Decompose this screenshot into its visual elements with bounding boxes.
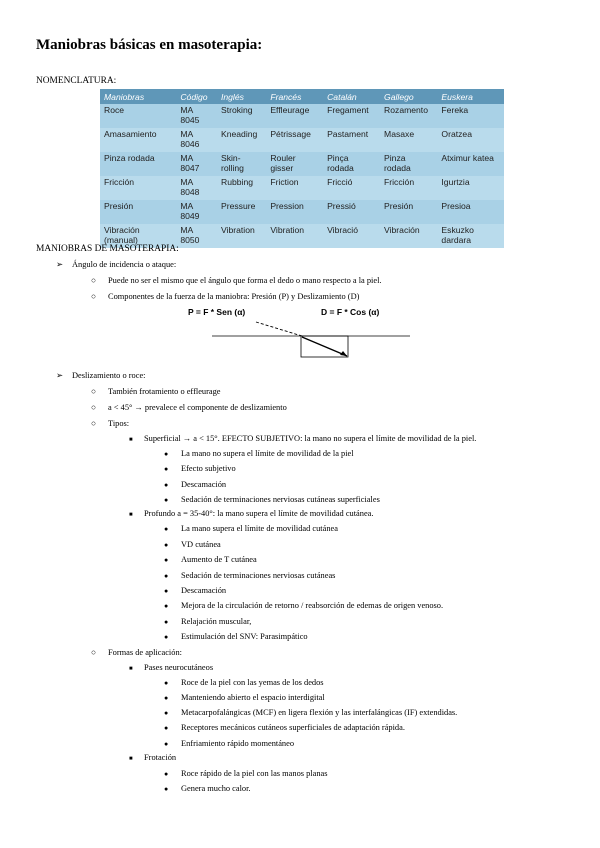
bullet-icon: ● (164, 740, 169, 748)
list-item: Genera mucho calor. (181, 784, 251, 793)
table-cell: MA 8045 (180, 105, 200, 125)
bullet-icon: ● (164, 556, 169, 564)
table-row (100, 152, 504, 176)
table-cell: Pinça rodada (327, 153, 354, 173)
bullet-icon: ● (164, 496, 169, 504)
table-cell: Pressure (220, 201, 256, 211)
list-item: Puede no ser el mismo que el ángulo que forma el dedo o mano respecto a la piel. (108, 276, 382, 285)
page-title: Maniobras básicas en masoterapia: (36, 37, 263, 53)
table-cell: Kneading (217, 128, 266, 152)
list-item: a < 45° → prevalece el componente de deslizamiento (108, 403, 287, 412)
table-row (100, 104, 504, 128)
table-cell: MA 8047 (180, 153, 200, 173)
bullet-icon: ● (164, 633, 169, 641)
table-cell: Effleurage (270, 105, 310, 115)
table-cell: Igurtzia (437, 176, 504, 200)
nomenclatura-heading: NOMENCLATURA: (36, 76, 117, 86)
table-cell: Fregament (327, 105, 369, 115)
table-cell: Eskuzko dardara (437, 224, 504, 248)
list-item: La mano no supera el límite de movilidad de la piel (181, 449, 354, 458)
formula-deslizamiento: D = F * Cos (α) (321, 307, 380, 317)
list-item: Efecto subjetivo (181, 464, 236, 473)
column-header: Catalán (323, 89, 380, 104)
bullet-icon: ● (164, 587, 169, 595)
table-cell: Skin-rolling (220, 153, 244, 173)
list-item: Sedación de terminaciones nerviosas cutáneas superficiales (181, 495, 380, 504)
list-item: Superficial → a < 15°. EFECTO SUBJETIVO: la mano no supera el límite de movilidad de la piel. (144, 434, 477, 443)
bullet-icon: ● (164, 785, 169, 793)
bullet-icon: ● (164, 694, 169, 702)
bullet-icon: ● (164, 770, 169, 778)
table-cell: Oratzea (437, 128, 504, 152)
list-item: También frotamiento o effleurage (108, 387, 221, 396)
bullet-icon: ○ (91, 648, 97, 657)
table-cell: Presión (384, 201, 414, 211)
list-item: Receptores mecánicos cutáneos superficiales de adaptación rápida. (181, 723, 405, 732)
bullet-icon: ● (164, 572, 169, 580)
list-item: Pases neurocutáneos (144, 663, 214, 672)
bullet-icon: ● (164, 525, 169, 533)
bullet-icon: ■ (129, 756, 133, 762)
table-cell: Vibració (323, 224, 380, 248)
column-header: Euskera (437, 89, 504, 104)
bullet-icon: ● (164, 465, 169, 473)
bullet-icon: ● (164, 602, 169, 610)
table-cell: Presioa (441, 201, 471, 211)
column-header: Francés (266, 89, 323, 104)
table-cell: Masaxe (380, 128, 437, 152)
force-vector-arrow (302, 337, 347, 356)
table-cell: Vibración (manual) (100, 224, 176, 248)
bullet-icon: ■ (129, 437, 133, 443)
list-item: Roce rápido de la piel con las manos planas (181, 769, 328, 778)
list-item: La mano supera el límite de movilidad cutánea (181, 524, 338, 533)
table-cell: Stroking (220, 105, 253, 115)
bullet-icon: ● (164, 541, 169, 549)
list-item: Descamación (181, 480, 227, 489)
table-header-row (100, 89, 504, 104)
table-cell: Friction (266, 176, 323, 200)
list-item: Formas de aplicación: (108, 648, 182, 657)
table-cell: Vibration (217, 224, 266, 248)
bullet-icon: ● (164, 618, 169, 626)
table-cell: Pressió (327, 201, 356, 211)
table-cell: MA 8049 (180, 201, 200, 221)
list-item: Sedación de terminaciones nerviosas cutáneas (181, 571, 336, 580)
list-item: Frotación (144, 753, 177, 762)
list-item: Metacarpofalángicas (MCF) en ligera flexión y las interfalángicas (IF) extendidas. (181, 708, 458, 717)
bullet-icon: ○ (91, 403, 97, 412)
bullet-icon: ○ (91, 276, 97, 285)
table-cell: Rouler gisser (270, 153, 296, 173)
table-row (100, 128, 504, 152)
table-cell: MA 8046 (176, 128, 217, 152)
column-header: Maniobras (100, 89, 176, 104)
list-item: Ángulo de incidencia o ataque: (72, 260, 177, 269)
bullet-icon: ■ (129, 666, 133, 672)
table-cell: Vibration (266, 224, 323, 248)
bullet-icon: ○ (91, 292, 97, 301)
list-item: Mejora de la circulación de retorno / reabsorción de edemas de origen venoso. (181, 601, 444, 610)
table-row (100, 176, 504, 200)
table-cell: Fricción (380, 176, 437, 200)
table-cell: Vibración (380, 224, 437, 248)
table-cell: Pétrissage (266, 128, 323, 152)
list-item: Componentes de la fuerza de la maniobra: Presión (P) y Deslizamiento (D) (108, 292, 360, 301)
list-item: Descamación (181, 586, 227, 595)
table-cell: Presión (104, 201, 134, 211)
table-cell: Amasamiento (100, 128, 176, 152)
list-item: Tipos: (108, 419, 130, 428)
table-cell: Roce (104, 105, 125, 115)
bullet-icon: ○ (91, 387, 97, 396)
list-item: VD cutánea (181, 540, 221, 549)
bullet-icon: ● (164, 481, 169, 489)
table-cell: Fricció (323, 176, 380, 200)
table-cell: Pinza rodada (104, 153, 155, 163)
column-header: Inglés (217, 89, 266, 104)
table-row (100, 200, 504, 224)
bullet-icon: ● (164, 709, 169, 717)
list-item: Profundo a = 35-40°: la mano supera el límite de movilidad cutánea. (144, 509, 374, 518)
force-diagram (188, 303, 415, 359)
table-cell: Fricción (100, 176, 176, 200)
table-cell: Rubbing (217, 176, 266, 200)
nomenclature-table (100, 89, 504, 248)
hand-angle-dashed-line (256, 322, 302, 336)
bullet-icon: ● (164, 450, 169, 458)
table-cell: Rozamento (384, 105, 428, 115)
table-cell: Atximur katea (441, 153, 494, 163)
bullet-icon: ○ (91, 419, 97, 428)
table-cell: Pression (270, 201, 304, 211)
column-header: Código (176, 89, 217, 104)
table-cell: MA 8050 (176, 224, 217, 248)
list-item: Relajación muscular, (181, 617, 252, 626)
table-cell: MA 8048 (176, 176, 217, 200)
list-item: Manteniendo abierto el espacio interdigital (181, 693, 325, 702)
table-cell: Fereka (441, 105, 469, 115)
bullet-icon: ● (164, 679, 169, 687)
table-cell: Pastament (323, 128, 380, 152)
list-item: Roce de la piel con las yemas de los dedos (181, 678, 324, 687)
table-body (100, 104, 504, 248)
table-cell: Pinza rodada (384, 153, 411, 173)
formula-presion: P = F * Sen (α) (188, 307, 246, 317)
bullet-icon: ➢ (56, 371, 64, 380)
bullet-icon: ➢ (56, 260, 64, 269)
list-item: Deslizamiento o roce: (72, 371, 146, 380)
bullet-icon: ● (164, 724, 169, 732)
list-item: Aumento de T cutánea (181, 555, 257, 564)
list-item: Estimulación del SNV: Parasimpático (181, 632, 308, 641)
bullet-icon: ■ (129, 512, 133, 518)
maniobras-heading: MANIOBRAS DE MASOTERAPIA: (36, 244, 179, 254)
column-header: Gallego (380, 89, 437, 104)
list-item: Enfriamiento rápido momentáneo (181, 739, 295, 748)
